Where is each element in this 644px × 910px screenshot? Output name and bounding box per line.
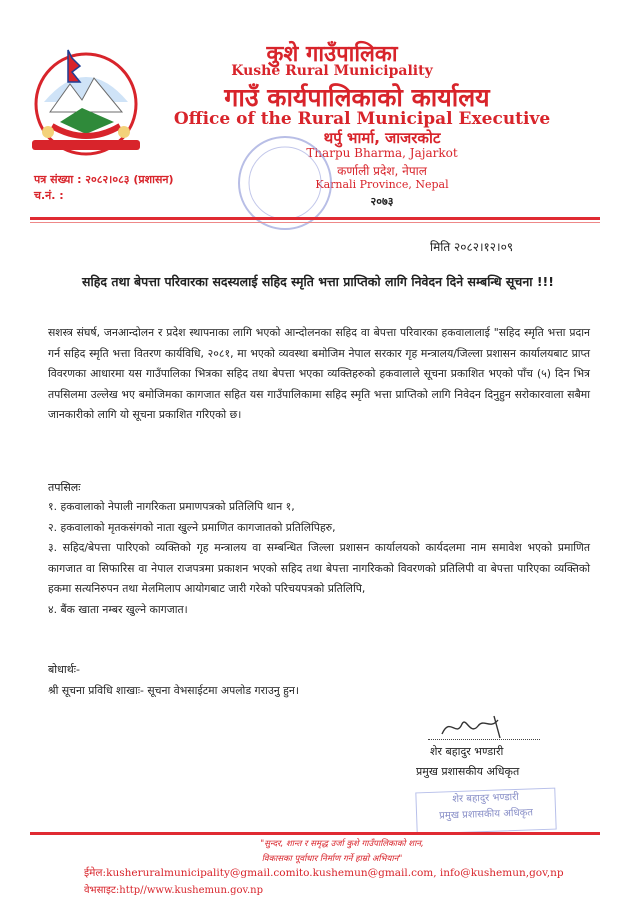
municipality-name-np: कुशे गाउँपालिका: [266, 42, 398, 67]
header-divider-thin: [30, 222, 600, 223]
website-link[interactable]: वेभसाइट:http//www.kushemun.gov.np: [84, 885, 263, 896]
municipality-name-en: Kushe Rural Municipality: [231, 63, 433, 79]
requirements-list: [48, 497, 590, 620]
contact-email[interactable]: ईमेल:kusheruralmunicipality@gmail.comito.kushemun@gmail.com, info@kushemun,gov,np: [84, 867, 564, 879]
requirements-heading: तपसिलः: [48, 481, 81, 494]
signature-icon: [438, 712, 508, 742]
notice-subject: सहिद तथा बेपत्ता परिवारका सदस्यलाई सहिद स्मृति भत्ता प्राप्तिको लागि निवेदन दिने सम्बन्धि सूचना !!!: [82, 274, 554, 289]
info-recipient: श्री सूचना प्रविधि शाखाः- सूचना वेभसाईटमा अपलोड गराउनु हुन।: [48, 684, 299, 697]
province-en: Karnali Province, Nepal: [315, 178, 449, 191]
province-np: कर्णाली प्रदेश, नेपाल: [337, 164, 427, 178]
stamp-title: प्रमुख प्रशासकीय अधिकृत: [439, 807, 534, 822]
slogan-line-2: विकासका पूर्वाधार निर्माण गर्ने हाम्रो अभियान": [261, 854, 403, 864]
requirement-item: ३. सहिद/बेपत्ता पारिएको व्यक्तिको गृह मन्त्रालय वा सम्बन्धित जिल्ला प्रशासन कार्यालयको कार्यदलमा नाम समावेश भएको प्रमाणित कागजात वा सिफारिस वा नेपाल राजपत्रमा प्रकाशन भएको सहिद तथा बेपत्ता नागरिकको विवरणको प्रतिलिपी वा बेपत्ता पारिएका व्यक्तिको हकमा सत्यनिरुपन तथा मेलमिलाप आयोगबाट जारी गरेको परिचयपत्रको प्रतिलिपि,: [48, 541, 590, 595]
stamp-name: शेर बहादुर भण्डारी: [452, 791, 520, 806]
footer-divider: [30, 832, 600, 835]
signature-line: [428, 739, 540, 740]
signatory-stamp: [415, 788, 556, 835]
slogan-line-1: "सुन्दर, शान्त र समृद्ध उर्जा कुशे गाउँपालिकाको शान,: [260, 839, 424, 849]
established-year: २०७३: [370, 195, 394, 208]
requirement-item: २. हकवालाको मृतकसंगको नाता खुल्ने प्रमाणित कागजातको प्रतिलिपिहरु,: [48, 520, 336, 534]
office-name-np: गाउँ कार्यपालिकाको कार्यालय: [224, 83, 490, 112]
notice-body: सशस्त्र संघर्ष, जनआन्दोलन र प्रदेश स्थापनाका लागि भएको आन्दोलनका सहिद वा बेपत्ता परिवारका हकवालालाई "सहिद स्मृति भत्ता प्रदान गर्न सहिद स्मृति भत्ता वितरण कार्यविधि, २०८१, मा भएको व्यवस्था बमोजिम नेपाल सरकार गृह मन्त्रालय/जिल्ला प्रशासन कार्यालयबाट प्राप्त विवरणका आधारमा यस गाउँपालिका भित्रका सहिद तथा बेपत्ता भएका व्यक्तिहरुको हकवालाले सूचना प्रकाशित भएको पाँच (५) दिन भित्र तपसिलमा उल्लेख भए बमोजिमका कागजात सहित यस गाउँपालिकामा सहिद स्मृति भत्ता प्राप्तिको लागि निवेदन दिनुहुन सरोकारवाला सबैमा जानकारीको लागि यो सूचना प्रकाशित गरिएको छ।: [48, 326, 590, 421]
letter-date: मिति २०८२।१२।०९: [430, 240, 514, 254]
address-en: Tharpu Bharma, Jajarkot: [306, 146, 458, 160]
signatory-title: प्रमुख प्रशासकीय अधिकृत: [416, 765, 520, 778]
office-name-en: Office of the Rural Municipal Executive: [173, 109, 551, 129]
requirement-item: ४. बैंक खाता नम्बर खुल्ने कागजात।: [48, 602, 188, 616]
header-divider: [30, 217, 600, 220]
dispatch-number: च.नं. :: [34, 189, 64, 202]
address-np: थर्पु भार्मा, जाजरकोट: [323, 129, 441, 147]
requirement-item: १. हकवालाको नेपाली नागरिकता प्रमाणपत्रको प्रतिलिपि थान १,: [48, 500, 295, 513]
info-heading: बोधार्थः-: [48, 663, 80, 676]
signatory-name: शेर बहादुर भण्डारी: [430, 745, 504, 758]
letter-number: पत्र संख्या : २०८२।०८३ (प्रशासन): [34, 173, 174, 186]
